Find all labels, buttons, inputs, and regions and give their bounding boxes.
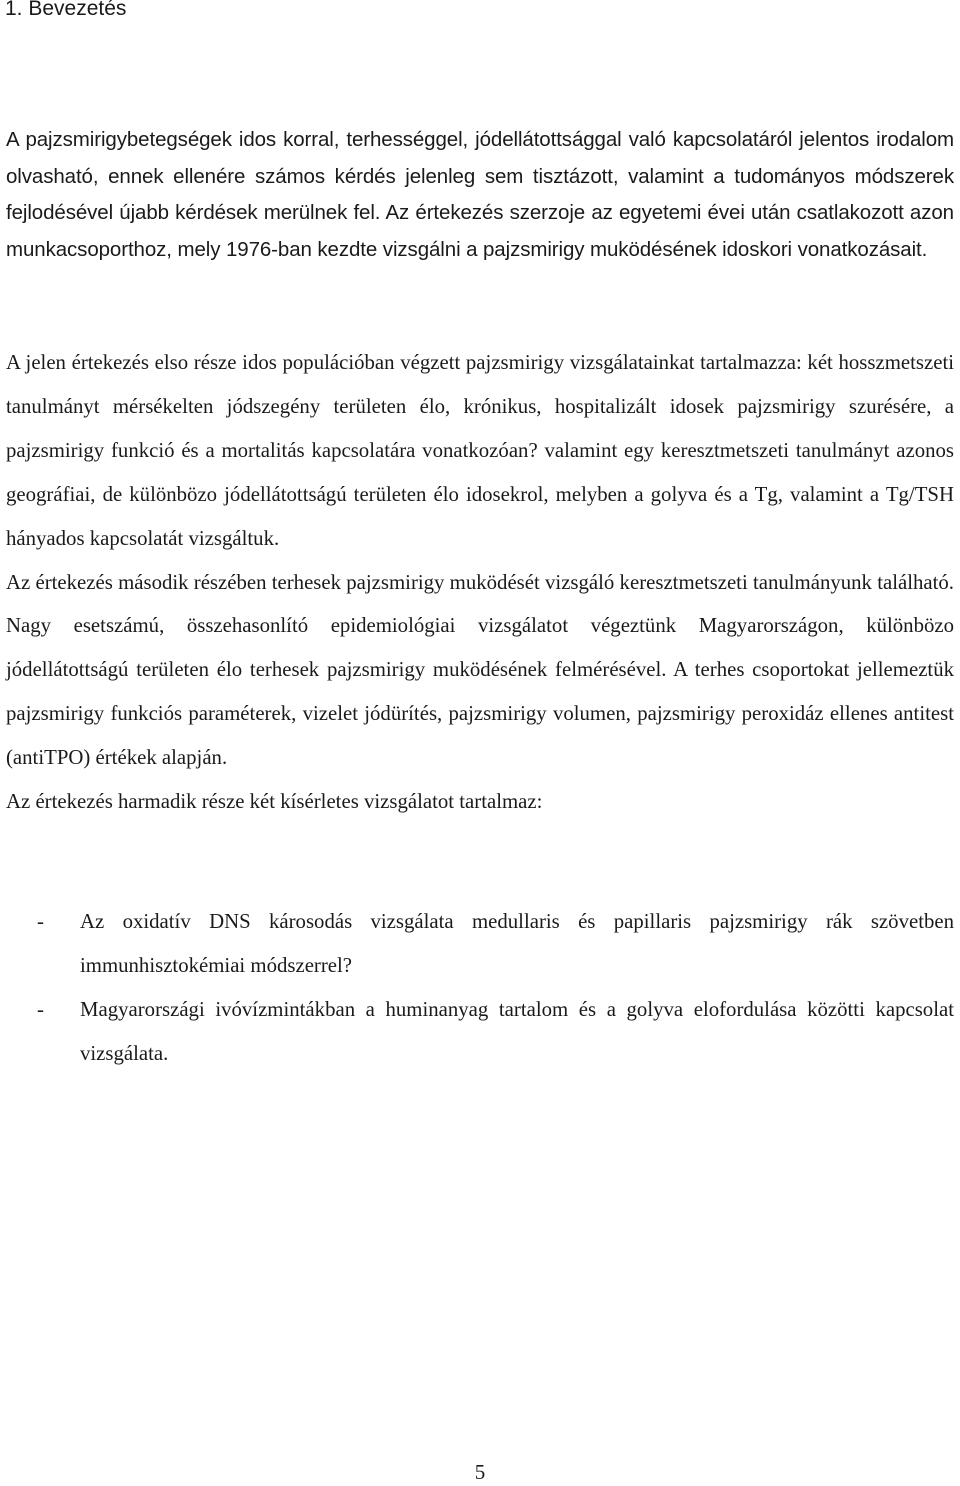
list-item <box>6 988 954 1076</box>
paragraph-second-part: Az értekezés második részében terhesek pajzsmirigy muködését vizsgáló keresztmetszeti tanulmányunk található. Nagy esetszámú, összehasonlító epidemiológiai vizsgálatot végeztünk Magyarországon, különbözo jódellátottságú területen élo terhesek pajzsmirigy muködésének felmérésével. A terhes csoportokat jellemeztük pajzsmirigy funkciós paraméterek, vizelet jódürítés, pajzsmirigy volumen, pajzsmirigy peroxidáz ellenes antitest (antiTPO) értékek alapján. <box>6 570 954 770</box>
list-bullet: - <box>37 997 44 1021</box>
paragraph-third-part: Az értekezés harmadik része két kísérletes vizsgálatot tartalmaz: <box>6 790 543 814</box>
paragraph-first-part: A jelen értekezés elso része idos populációban végzett pajzsmirigy vizsgálatainkat tartalmazza: két hosszmetszeti tanulmányt mérsékelten jódszegény területen élo, krónikus, hospitalizált idosek pajzsmirigy szurésére, a pajzsmirigy funkció és a mortalitás kapcsolatára vonatkozóan? valamint egy keresztmetszeti tanulmányt azonos geográfiai, de különbözo jódellátottságú területen élo idosekrol, melyben a golyva és a Tg, valamint a Tg/TSH hányados kapcsolatát vizsgáltuk. <box>6 351 954 550</box>
body-text <box>6 341 954 824</box>
experiment-list <box>6 900 954 1076</box>
list-item <box>6 900 954 988</box>
list-item-text: Magyarországi ivóvízmintákban a huminanyag tartalom és a golyva elofordulása közötti kapcsolat vizsgálata. <box>80 997 954 1065</box>
intro-paragraph: A pajzsmirigybetegségek idos korral, terhességgel, jódellátottsággal való kapcsolatáról jelentos irodalom olvasható, ennek ellenére számos kérdés jelenleg sem tisztázott, valamint a tudományos módszerek fejlodésével újabb kérdések merülnek fel. Az értekezés szerzoje az egyetemi évei után csatlakozott azon munkacsoporthoz, mely 1976-ban kezdte vizsgálni a pajzsmirigy muködésének idoskori vonatkozásait. <box>6 128 954 261</box>
list-bullet: - <box>37 910 44 933</box>
section-heading: 1. Bevezetés <box>5 0 127 20</box>
page-number: 5 <box>474 1460 486 1484</box>
list-item-text: Az oxidatív DNS károsodás vizsgálata medullaris és papillaris pajzsmirigy rák szövetben immunhisztokémiai módszerrel? <box>80 910 954 977</box>
